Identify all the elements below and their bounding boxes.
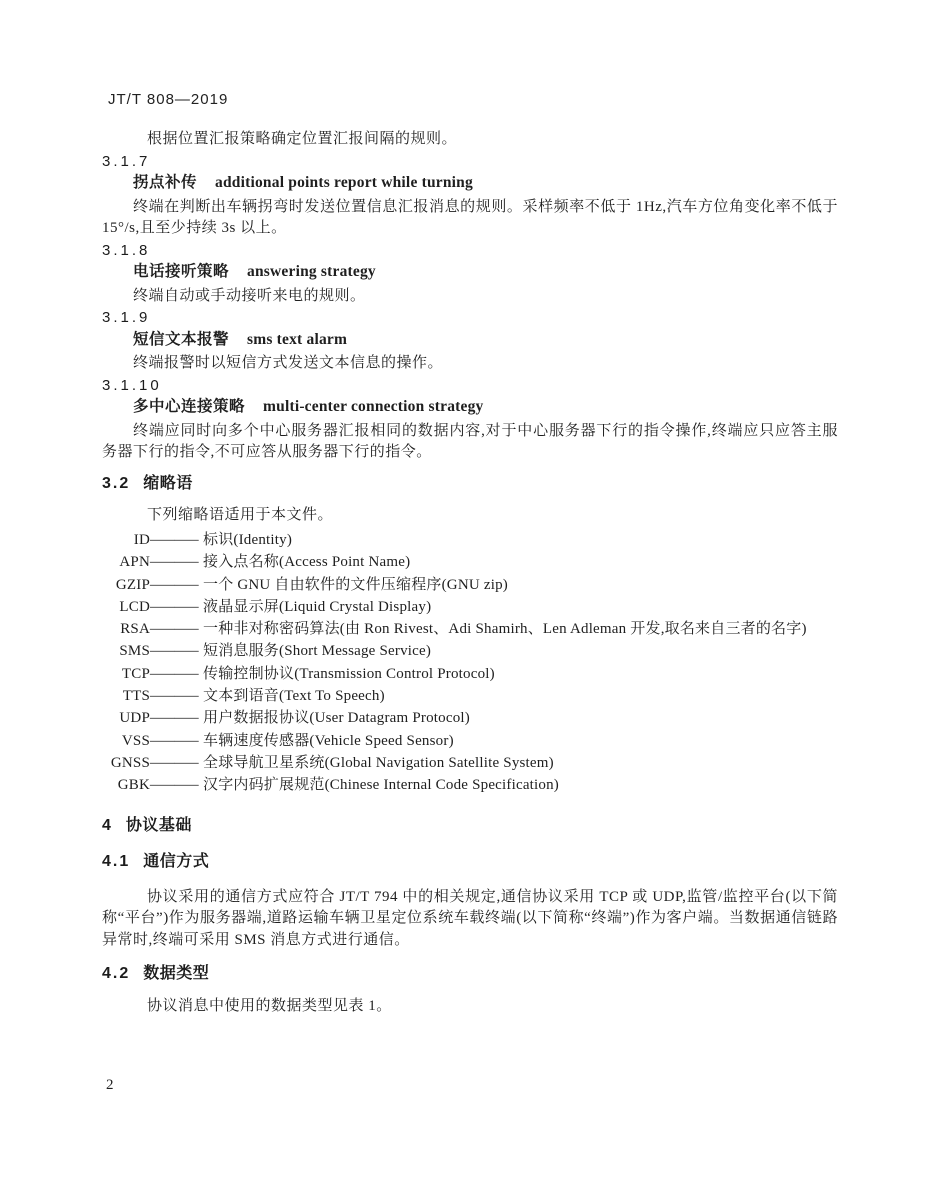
section-title: 通信方式 (143, 852, 210, 870)
abbr-definition: 短消息服务(Short Message Service) (203, 643, 432, 660)
clause-number: 3.1.7 (102, 152, 151, 170)
abbr-definition: 用户数据报协议(User Datagram Protocol) (203, 710, 470, 727)
abbr-dash: —— (150, 665, 199, 682)
abbr-dash: —— (150, 688, 199, 705)
clause-number: 3.1.9 (102, 309, 151, 326)
abbreviation-row (102, 618, 838, 640)
clause-3-1-8 (102, 240, 838, 308)
term-line (102, 396, 838, 419)
term-english: answering strategy (247, 263, 376, 280)
abbreviation-row (102, 551, 838, 573)
abbreviations-lead: 下列缩略语适用于本文件。 (147, 507, 334, 523)
abbreviation-row (102, 752, 838, 774)
term-english: sms text alarm (247, 330, 348, 348)
page-number: 2 (106, 1077, 114, 1093)
abbr-term: GBK (117, 777, 150, 794)
section-4-1-heading (102, 851, 838, 873)
abbreviation-row (102, 529, 838, 551)
abbreviation-row (102, 596, 838, 618)
abbr-definition: 车辆速度传感器(Vehicle Speed Sensor) (203, 732, 454, 749)
abbr-dash: —— (150, 554, 199, 571)
section-number: 3.2 (102, 474, 131, 492)
lead-paragraph: 根据位置汇报策略确定位置汇报间隔的规则。 (147, 131, 458, 147)
abbr-definition: 一个 GNU 自由软件的文件压缩程序(GNU zip) (203, 576, 508, 593)
section-number: 4.1 (102, 852, 131, 870)
section-4-2-paragraph: 协议消息中使用的数据类型见表 1。 (147, 997, 392, 1014)
term-chinese: 电话接听策略 (133, 263, 230, 280)
abbreviation-row (102, 730, 838, 752)
abbr-definition: 全球导航卫星系统(Global Navigation Satellite System) (203, 754, 554, 771)
section-4-1-paragraph: 协议采用的通信方式应符合 JT/T 794 中的相关规定,通信协议采用 TCP 或 UDP,监管/监控平台(以下简称“平台”)作为服务器端,道路运输车辆卫星定位系统车载终端(以下简称“终端”)作为客户端。当数据通信链路异常时,终端可采用 SMS 消息方式进行通信。 (102, 888, 838, 948)
abbr-term: GNSS (110, 754, 150, 771)
clause-3-1-7 (102, 151, 838, 240)
doc-code-header: JT/T 808—2019 (108, 91, 229, 108)
clause-number: 3.1.8 (102, 241, 151, 259)
term-line (102, 329, 838, 352)
term-definition: 终端自动或手动接听来电的规则。 (133, 287, 366, 304)
section-4-2-heading (102, 963, 838, 985)
abbr-definition: 标识(Identity) (203, 532, 293, 548)
abbr-dash: —— (150, 710, 199, 727)
abbreviation-row (102, 574, 838, 596)
term-english: multi-center connection strategy (263, 398, 484, 415)
abbr-term: LCD (119, 598, 150, 615)
abbr-dash: —— (150, 576, 199, 593)
term-line (102, 261, 838, 284)
abbr-term: ID (133, 532, 150, 548)
term-english: additional points report while turning (215, 174, 473, 191)
section-number: 4.2 (102, 964, 131, 982)
abbr-definition: 传输控制协议(Transmission Control Protocol) (203, 665, 495, 682)
section-4-heading (102, 815, 838, 837)
abbr-term: UDP (119, 710, 150, 727)
section-title: 缩略语 (143, 474, 193, 492)
abbr-term: VSS (121, 732, 150, 749)
abbr-term: RSA (120, 621, 150, 638)
abbreviation-row (102, 685, 838, 707)
abbr-dash: —— (150, 621, 199, 638)
abbr-term: TTS (122, 688, 150, 705)
abbr-term: GZIP (115, 576, 150, 593)
abbr-dash: —— (150, 777, 199, 794)
abbr-term: APN (119, 554, 150, 571)
abbreviation-row (102, 640, 838, 662)
section-3-2-heading (102, 473, 838, 495)
abbr-dash: —— (150, 643, 199, 660)
term-chinese: 拐点补传 (133, 174, 198, 191)
term-definition: 终端应同时向多个中心服务器汇报相同的数据内容,对于中心服务器下行的指令操作,终端应只应答主服务器下行的指令,不可应答从服务器下行的指令。 (102, 422, 838, 460)
section-title: 协议基础 (125, 816, 192, 834)
abbr-definition: 液晶显示屏(Liquid Crystal Display) (203, 598, 432, 615)
abbr-dash: —— (150, 732, 199, 749)
term-chinese: 多中心连接策略 (133, 398, 246, 415)
abbr-dash: —— (150, 598, 199, 615)
clause-3-1-10 (102, 375, 838, 464)
term-line (102, 172, 838, 195)
abbreviation-row (102, 707, 838, 729)
abbreviation-row (102, 663, 838, 685)
clause-3-1-9 (102, 307, 838, 375)
abbr-definition: 一种非对称密码算法(由 Ron Rivest、Adi Shamirh、Len Adleman 开发,取名来自三者的名字) (203, 621, 807, 638)
abbr-definition: 文本到语音(Text To Speech) (203, 688, 385, 705)
abbr-definition: 汉字内码扩展规范(Chinese Internal Code Specification) (203, 777, 560, 794)
abbr-definition: 接入点名称(Access Point Name) (203, 554, 411, 571)
section-title: 数据类型 (143, 964, 210, 982)
abbr-dash: —— (150, 754, 199, 771)
clause-number: 3.1.10 (102, 376, 162, 394)
term-definition: 终端在判断出车辆拐弯时发送位置信息汇报消息的规则。采样频率不低于 1Hz,汽车方位角变化率不低于 15°/s,且至少持续 3s 以上。 (102, 198, 838, 236)
section-number: 4 (102, 816, 113, 834)
abbr-term: TCP (121, 665, 150, 682)
abbr-dash: —— (150, 532, 199, 548)
abbreviation-row (102, 774, 838, 796)
abbreviation-list (102, 529, 838, 797)
term-chinese: 短信文本报警 (133, 330, 230, 348)
abbr-term: SMS (119, 643, 150, 660)
page-content (102, 120, 838, 1017)
term-definition: 终端报警时以短信方式发送文本信息的操作。 (133, 355, 444, 371)
